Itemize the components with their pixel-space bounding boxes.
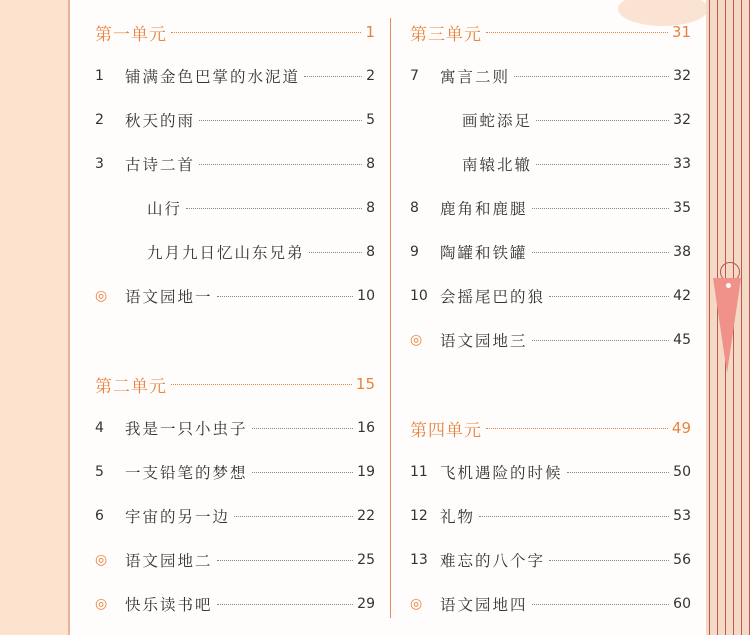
toc-entry[interactable] [95, 64, 375, 88]
entry-page-number: 45 [673, 332, 691, 348]
entry-page-number: 29 [357, 596, 375, 612]
bullet-icon: ◎ [95, 552, 108, 568]
unit-page-number: 31 [671, 23, 691, 41]
entry-page-number: 25 [357, 552, 375, 568]
entry-number: 1 [95, 68, 104, 84]
toc-entry[interactable] [410, 196, 691, 220]
toc-entry[interactable] [95, 284, 375, 308]
unit-heading[interactable] [410, 20, 691, 44]
leader-dots [549, 560, 669, 561]
entry-title: 九月九日忆山东兄弟 [147, 244, 305, 262]
entry-number: 8 [410, 200, 419, 216]
entry-page-number: 22 [357, 508, 375, 524]
bullet-icon: ◎ [410, 332, 423, 348]
leader-dots [234, 516, 353, 517]
leader-dots [171, 384, 352, 385]
unit-heading[interactable] [95, 20, 375, 44]
leader-dots [532, 208, 670, 209]
entry-title: 我是一只小虫子 [125, 420, 248, 438]
entry-number: 6 [95, 508, 104, 524]
leader-dots [217, 296, 354, 297]
entry-number: 12 [410, 508, 428, 524]
toc-entry[interactable] [95, 416, 375, 440]
entry-title: 寓言二则 [440, 68, 511, 86]
unit-heading[interactable] [410, 416, 691, 440]
entry-title: 礼物 [440, 508, 476, 526]
toc-entry[interactable] [95, 152, 375, 176]
entry-number: 2 [95, 112, 104, 128]
bullet-icon: ◎ [95, 288, 108, 304]
left-border-line [68, 0, 70, 635]
entry-title: 秋天的雨 [125, 112, 196, 130]
unit-page-number: 15 [355, 375, 375, 393]
entry-page-number: 32 [673, 112, 691, 128]
toc-entry[interactable] [462, 152, 691, 176]
entry-page-number: 32 [673, 68, 691, 84]
entry-page-number: 35 [673, 200, 691, 216]
leader-dots [536, 164, 669, 165]
leader-dots [252, 428, 354, 429]
entry-page-number: 42 [673, 288, 691, 304]
leader-dots [171, 32, 361, 33]
entry-title: 宇宙的另一边 [125, 508, 231, 526]
entry-number: 7 [410, 68, 419, 84]
entry-page-number: 10 [357, 288, 375, 304]
entry-page-number: 50 [673, 464, 691, 480]
unit-title: 第三单元 [410, 24, 482, 45]
entry-title: 画蛇添足 [462, 112, 533, 130]
entry-page-number: 19 [357, 464, 375, 480]
entry-title: 一支铅笔的梦想 [125, 464, 248, 482]
entry-number: 11 [410, 464, 428, 480]
leader-dots [532, 604, 670, 605]
entry-page-number: 38 [673, 244, 691, 260]
left-margin [0, 0, 70, 635]
entry-page-number: 2 [366, 68, 375, 84]
unit-title: 第一单元 [95, 24, 167, 45]
entry-title: 难忘的八个字 [440, 552, 546, 570]
toc-entry[interactable] [462, 108, 691, 132]
toc-entry[interactable] [147, 196, 375, 220]
leader-dots [536, 120, 669, 121]
toc-entry[interactable] [410, 504, 691, 528]
toc-entry[interactable] [95, 548, 375, 572]
leader-dots [309, 252, 363, 253]
toc-entry[interactable] [147, 240, 375, 264]
entry-page-number: 53 [673, 508, 691, 524]
unit-page-number: 1 [365, 23, 375, 41]
entry-title: 语文园地一 [125, 288, 213, 306]
unit-title: 第二单元 [95, 376, 167, 397]
entry-title: 飞机遇险的时候 [440, 464, 563, 482]
leader-dots [199, 120, 362, 121]
leader-dots [486, 428, 668, 429]
leader-dots [532, 252, 670, 253]
toc-entry[interactable] [95, 592, 375, 616]
entry-number: 10 [410, 288, 428, 304]
entry-number: 3 [95, 156, 104, 172]
entry-page-number: 56 [673, 552, 691, 568]
entry-title: 古诗二首 [125, 156, 196, 174]
leader-dots [217, 604, 354, 605]
entry-number: 13 [410, 552, 428, 568]
toc-entry[interactable] [410, 592, 691, 616]
bullet-icon: ◎ [95, 596, 108, 612]
leader-dots [199, 164, 362, 165]
leader-dots [252, 472, 354, 473]
leader-dots [549, 296, 669, 297]
entry-page-number: 5 [366, 112, 375, 128]
bullet-icon: ◎ [410, 596, 423, 612]
toc-entry[interactable] [410, 64, 691, 88]
entry-page-number: 60 [673, 596, 691, 612]
entry-title: 语文园地四 [440, 596, 528, 614]
leader-dots [186, 208, 362, 209]
toc-entry[interactable] [410, 240, 691, 264]
entry-title: 语文园地二 [125, 552, 213, 570]
toc-entry[interactable] [410, 460, 691, 484]
leader-dots [532, 340, 670, 341]
entry-title: 山行 [147, 200, 183, 218]
entry-title: 会摇尾巴的狼 [440, 288, 546, 306]
bookmark-tag-icon [713, 278, 741, 373]
leader-dots [567, 472, 670, 473]
leader-dots [486, 32, 668, 33]
leader-dots [514, 76, 669, 77]
toc-entry[interactable] [95, 504, 375, 528]
entry-title: 语文园地三 [440, 332, 528, 350]
unit-page-number: 49 [671, 419, 691, 437]
toc-entry[interactable] [95, 460, 375, 484]
entry-page-number: 16 [357, 420, 375, 436]
entry-page-number: 33 [673, 156, 691, 172]
entry-number: 5 [95, 464, 104, 480]
leader-dots [304, 76, 362, 77]
entry-title: 陶罐和铁罐 [440, 244, 528, 262]
column-divider [390, 18, 391, 618]
entry-page-number: 8 [366, 200, 375, 216]
toc-entry[interactable] [410, 328, 691, 352]
entry-title: 铺满金色巴掌的水泥道 [125, 68, 301, 86]
leader-dots [479, 516, 669, 517]
entry-title: 南辕北辙 [462, 156, 533, 174]
toc-entry[interactable] [410, 548, 691, 572]
toc-entry[interactable] [95, 108, 375, 132]
tag-hole [726, 283, 731, 288]
entry-number: 9 [410, 244, 419, 260]
entry-number: 4 [95, 420, 104, 436]
unit-heading[interactable] [95, 372, 375, 396]
unit-title: 第四单元 [410, 420, 482, 441]
entry-title: 快乐读书吧 [125, 596, 213, 614]
leader-dots [217, 560, 354, 561]
toc-entry[interactable] [410, 284, 691, 308]
entry-page-number: 8 [366, 244, 375, 260]
entry-page-number: 8 [366, 156, 375, 172]
entry-title: 鹿角和鹿腿 [440, 200, 528, 218]
